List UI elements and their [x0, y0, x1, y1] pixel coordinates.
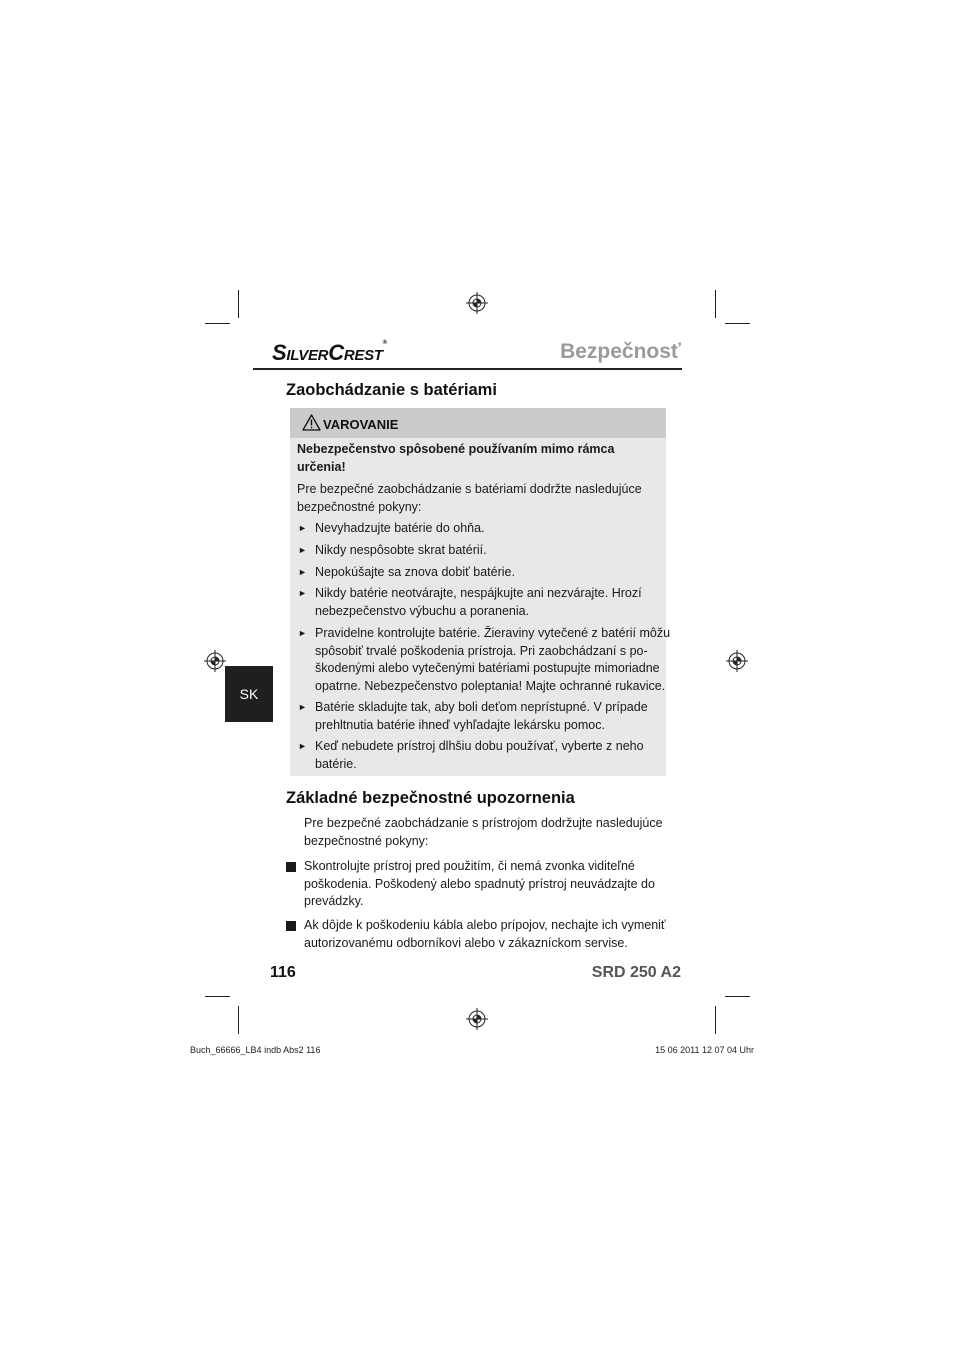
text-line: Nebezpečenstvo spôsobené používaním mimo rámca — [297, 442, 615, 456]
list-item — [315, 585, 642, 620]
crop-mark — [715, 290, 716, 318]
model-number: SRD 250 A2 — [591, 964, 681, 981]
list-item — [315, 520, 485, 538]
text-line: bezpečnostné pokyny: — [304, 833, 429, 848]
text-line: autorizovanému odborníkovi alebo v zákazníckom servise. — [304, 935, 628, 950]
header-divider — [253, 368, 682, 370]
triangle-right-icon: ► — [298, 702, 307, 712]
brand-logo — [272, 340, 387, 366]
text-line: Nikdy nespôsobte skrat batérií. — [315, 543, 487, 557]
page-number: 116 — [270, 964, 296, 981]
logo-letter: S — [272, 340, 287, 365]
text-line: Nepokúšajte sa znova dobiť batérie. — [315, 565, 515, 579]
text-line: Nikdy batérie neotvárajte, nespájkujte ani nezvárajte. Hrozí — [315, 586, 642, 600]
list-item — [304, 858, 655, 911]
square-bullet-icon — [286, 921, 296, 931]
text-line: Keď nebudete prístroj dlhšiu dobu používať, vyberte z neho — [315, 739, 644, 753]
warning-subtitle — [297, 441, 614, 476]
section-title: Bezpečnosť — [560, 340, 681, 363]
safety-intro — [304, 815, 663, 850]
registration-mark-icon — [466, 1008, 488, 1030]
warning-label: VAROVANIE — [323, 417, 399, 432]
triangle-right-icon: ► — [298, 741, 307, 751]
crop-mark — [238, 1006, 239, 1034]
crop-mark — [725, 996, 750, 997]
text-line: prevádzky. — [304, 894, 364, 909]
triangle-right-icon: ► — [298, 567, 307, 577]
crop-mark — [238, 290, 239, 318]
logo-letter: C — [328, 340, 344, 365]
registration-mark-icon — [204, 650, 226, 672]
logo-letters: ILVER — [286, 347, 329, 364]
text-line: Batérie skladujte tak, aby boli deťom neprístupné. V prípade — [315, 700, 648, 714]
registration-mark-icon — [726, 650, 748, 672]
logo-trademark: ® — [382, 340, 387, 346]
crop-mark — [205, 323, 230, 324]
battery-section-heading: Zaobchádzanie s batériami — [286, 381, 497, 399]
text-line: bezpečnostné pokyny: — [297, 499, 422, 514]
warning-triangle-icon — [302, 414, 321, 431]
triangle-right-icon: ► — [298, 545, 307, 555]
crop-mark — [205, 996, 230, 997]
text-line: Nevyhadzujte batérie do ohňa. — [315, 521, 485, 535]
text-line: spôsobiť trvalé poškodenia prístroja. Pri zaobchádzaní s po- — [315, 643, 648, 658]
list-item — [315, 625, 670, 695]
text-line: určenia! — [297, 459, 346, 474]
warning-intro — [297, 481, 642, 516]
text-line: opatrne. Nebezpečenstvo poleptania! Majte ochranné rukavice. — [315, 678, 666, 693]
text-line: škodenými alebo vytečenými batériami postupujte mimoriadne — [315, 661, 660, 676]
text-line: nebezpečenstvo výbuchu a poranenia. — [315, 603, 530, 618]
print-info-left: Buch_66666_LB4 indb Abs2 116 — [190, 1045, 321, 1055]
text-line: batérie. — [315, 756, 357, 771]
safety-section-heading: Základné bezpečnostné upozornenia — [286, 789, 575, 807]
text-line: prehltnutia batérie ihneď vyhľadajte lekársku pomoc. — [315, 717, 605, 732]
triangle-right-icon: ► — [298, 588, 307, 598]
square-bullet-icon — [286, 862, 296, 872]
text-line: Pre bezpečné zaobchádzanie s batériami dodržte nasledujúce — [297, 482, 642, 496]
logo-letters: REST — [343, 347, 383, 364]
text-line: poškodenia. Poškodený alebo spadnutý prístroj neuvádzajte do — [304, 876, 655, 891]
text-line: Ak dôjde k poškodeniu kábla alebo prípojov, nechajte ich vymeniť — [304, 918, 666, 932]
triangle-right-icon: ► — [298, 523, 307, 533]
triangle-right-icon: ► — [298, 628, 307, 638]
list-item — [315, 542, 487, 560]
crop-mark — [715, 1006, 716, 1034]
print-info-right: 15 06 2011 12 07 04 Uhr — [655, 1045, 754, 1055]
list-item — [304, 917, 666, 952]
text-line: Skontrolujte prístroj pred použitím, či nemá zvonka viditeľné — [304, 859, 635, 873]
crop-mark — [725, 323, 750, 324]
text-line: Pre bezpečné zaobchádzanie s prístrojom dodržujte nasledujúce — [304, 816, 663, 830]
registration-mark-icon — [466, 292, 488, 314]
language-tab: SK — [225, 666, 273, 722]
list-item — [315, 564, 515, 582]
list-item — [315, 699, 648, 734]
text-line: Pravidelne kontrolujte batérie. Žieraviny vytečené z batérií môžu — [315, 626, 671, 640]
list-item — [315, 738, 644, 773]
warning-header — [290, 408, 666, 438]
